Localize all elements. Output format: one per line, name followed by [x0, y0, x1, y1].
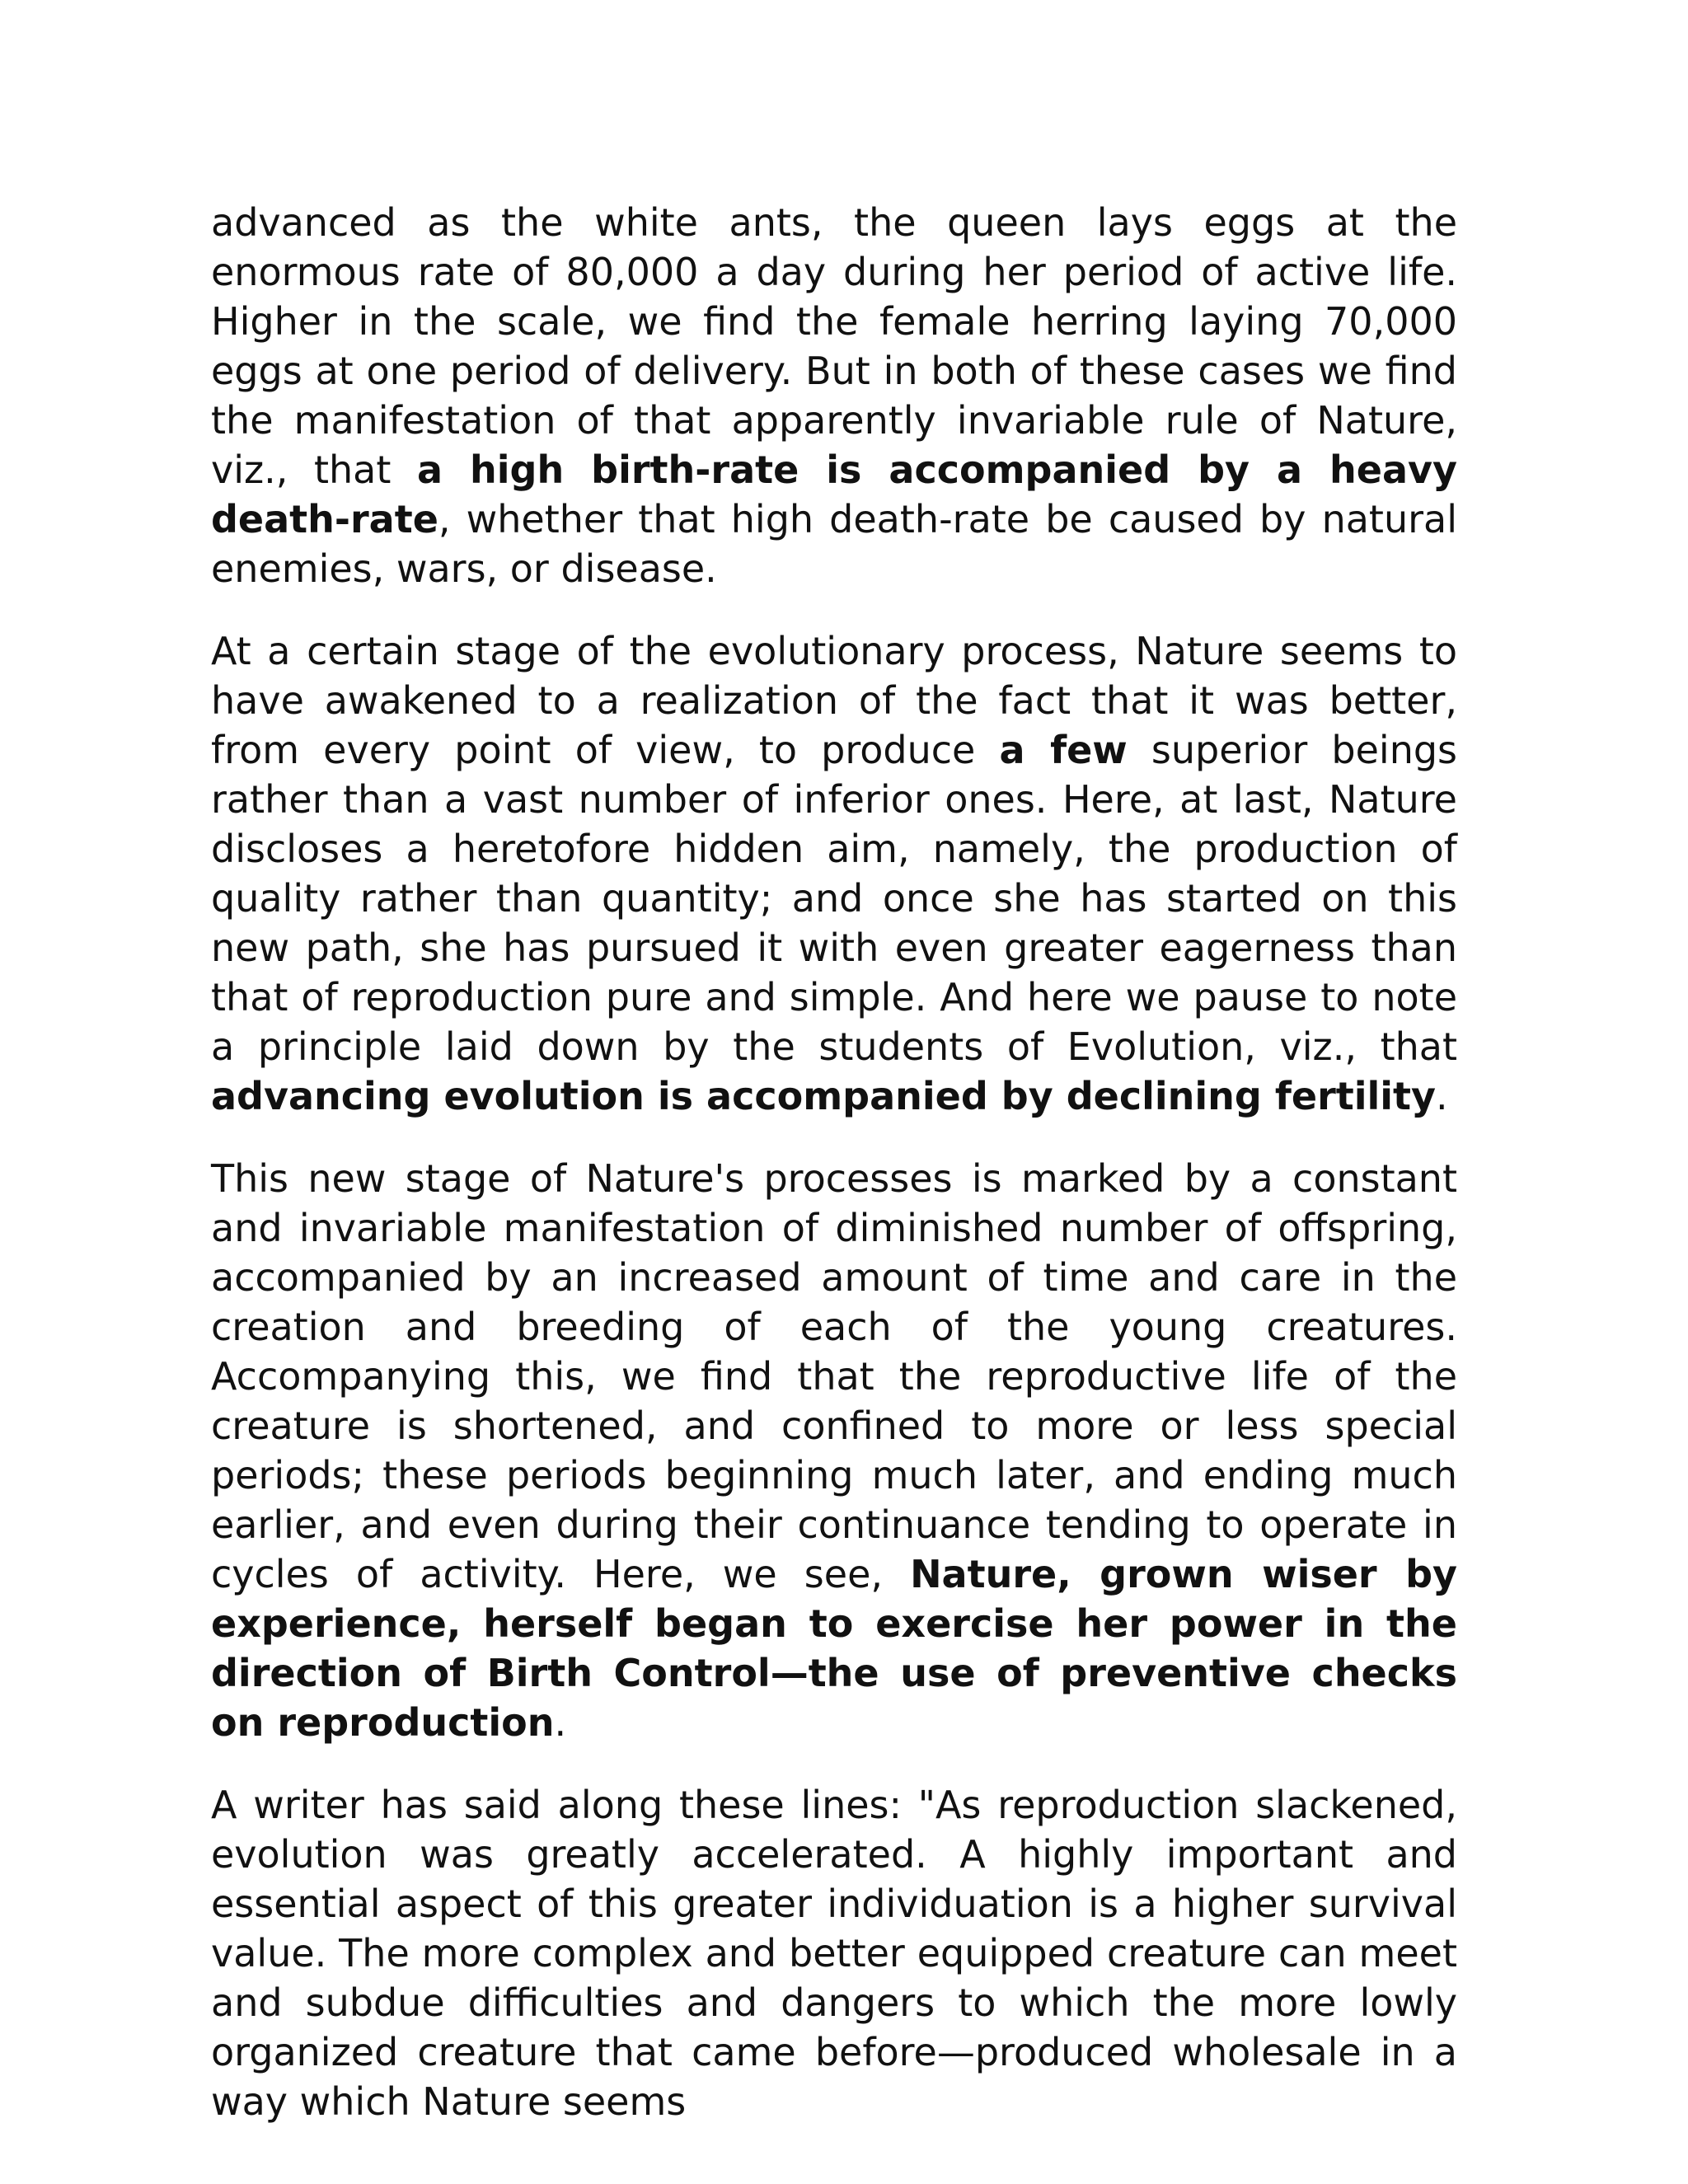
- paragraph-2: [211, 626, 1457, 1121]
- text-run: A writer has said along these lines: "As reproduction slackened, evolution was greatly accelerated. A highly important and essential aspect of this greater individuation is a higher survival value. The more complex and better equipped creature can meet and subdue difficulties and dangers to which the more lowly organized creature that came before—produced wholesale in a way which Nature seems: [211, 1783, 1457, 2124]
- bold-run: advancing evolution is accompanied by declining fertility: [211, 1074, 1437, 1118]
- text-run: , whether that high death-rate be caused by natural enemies, wars, or disease.: [211, 497, 1457, 591]
- text-run: This new stage of Nature's processes is marked by a constant and invariable manifestation of diminished number of offspring, accompanied by an increased amount of time and care in the creation and breeding of each of the young creatures. Accompanying this, we find that the reproductive life of the creature is shortened, and confined to more or less special periods; these periods beginning much later, and ending much earlier, and even during their continuance tending to operate in cycles of activity. Here, we see,: [211, 1156, 1457, 1596]
- bold-run: a few: [999, 728, 1128, 772]
- text-run: At a certain stage of the evolutionary process, Nature seems to have awakened to a realization of the fact that it was better, from every point of view, to produce: [211, 629, 1457, 772]
- paragraph-1: [211, 198, 1457, 593]
- text-run: superior beings rather than a vast number of inferior ones. Here, at last, Nature discloses a heretofore hidden aim, namely, the production of quality rather than quantity; and once she has started on this new path, she has pursued it with even greater eagerness than that of reproduction pure and simple. And here we pause to note a principle laid down by the students of Evolution, viz., that: [211, 728, 1458, 1069]
- bold-run: Nature, grown wiser by experience, herself began to exercise her power in the direction of Birth Control—the use of preventive checks on reproduction: [211, 1552, 1457, 1745]
- paragraph-4: [211, 1780, 1457, 2126]
- text-run: .: [554, 1700, 567, 1745]
- bold-run: a high birth-rate is accompanied by a heavy death-rate: [211, 448, 1457, 541]
- text-run: .: [1436, 1074, 1448, 1118]
- document-body: [211, 198, 1457, 2126]
- text-run: advanced as the white ants, the queen lays eggs at the enormous rate of 80,000 a day during her period of active life. Higher in the scale, we find the female herring laying 70,000 eggs at one period of delivery. But in both of these cases we find the manifestation of that apparently invariable rule of Nature, viz., that: [211, 200, 1457, 492]
- paragraph-3: [211, 1154, 1457, 1747]
